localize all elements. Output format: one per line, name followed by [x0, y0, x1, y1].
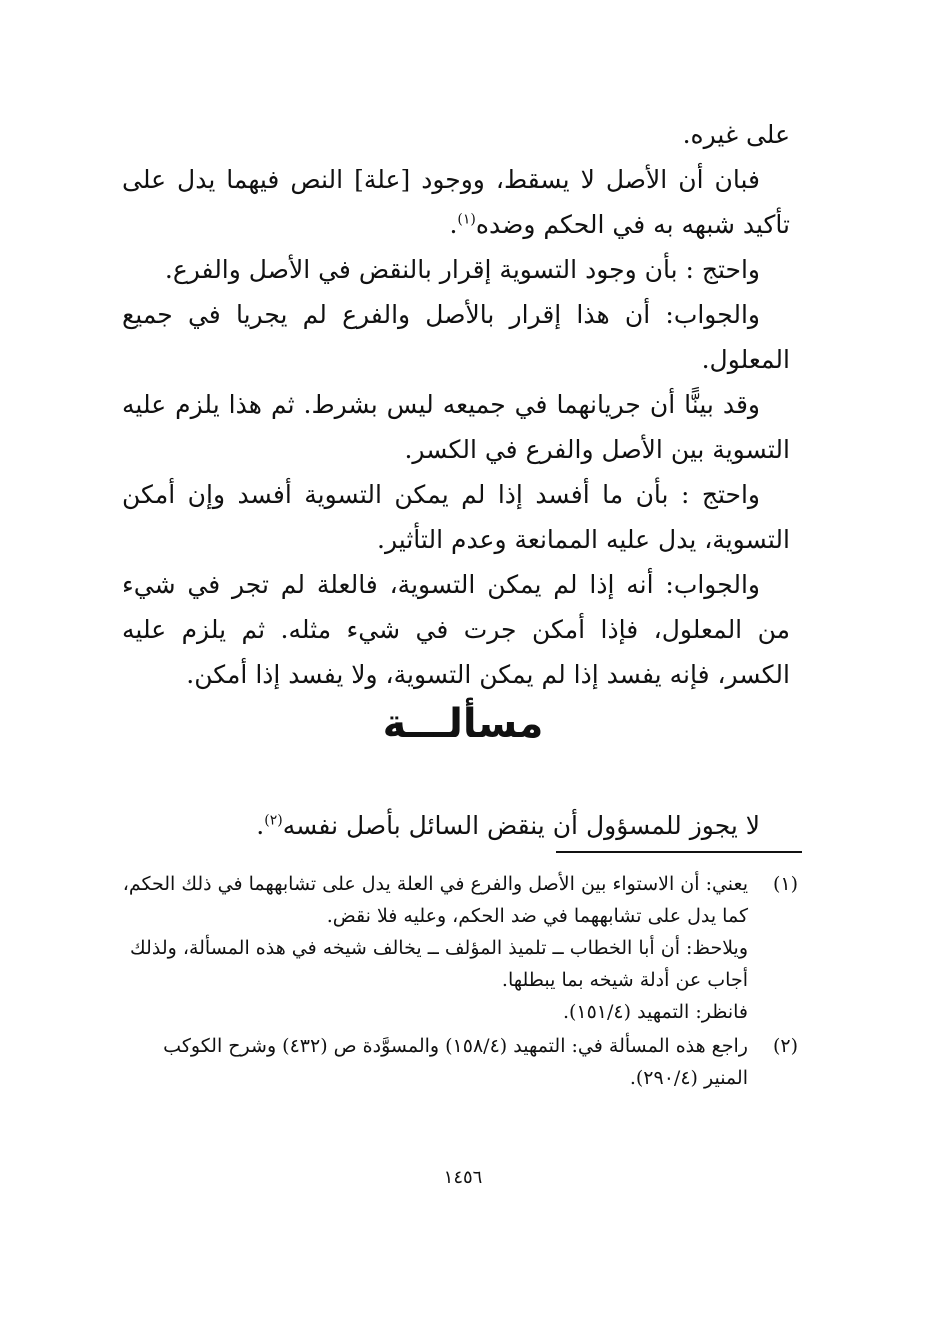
footnote-2-line: راجع هذه المسألة في: التمهيد (١٥٨/٤) والمسوَّدة ص (٤٣٢) وشرح الكوكب	[163, 1035, 748, 1057]
paragraph-3: واحتج : بأن وجود التسوية إقرار بالنقض في الأصل والفرع.	[164, 255, 760, 284]
paragraph-1: على غيره.	[682, 120, 790, 149]
paragraph-6: واحتج : بأن ما أفسد إذا لم يمكن التسوية أفسد وإن أمكن التسوية، يدل عليه الممانعة وعدم التأثير.	[122, 480, 790, 554]
footnote-2-line: المنير (٢٩٠/٤).	[629, 1067, 748, 1089]
footnote-2-number: (٢)	[772, 1035, 798, 1057]
footnote-1-line: كما يدل على تشابههما في ضد الحكم، وعليه فلا نقض.	[326, 905, 748, 927]
paragraph-4: والجواب: أن هذا إقرار بالأصل والفرع لم يجريا في جميع المعلول.	[122, 300, 790, 374]
footnote-1	[122, 868, 802, 1028]
section-heading: مسألـــة	[382, 701, 544, 747]
footnote-1-number: (١)	[772, 873, 798, 895]
issue-statement-text: لا يجوز للمسؤول أن ينقض السائل بأصل نفسه	[282, 811, 760, 840]
footnote-ref-1: (١)	[457, 211, 476, 228]
issue-statement-end: .	[256, 811, 265, 840]
footnote-1-line: يعني: أن الاستواء بين الأصل والفرع في العلة يدل على تشابههما في ذلك الحكم،	[122, 873, 748, 895]
paragraph-2	[122, 157, 790, 247]
footnote-2	[122, 1030, 802, 1094]
paragraph-2-end: .	[449, 210, 458, 239]
footnote-ref-2: (٢)	[264, 812, 283, 829]
footnote-1-line: أجاب عن أدلة شيخه بما يبطلها.	[501, 969, 748, 991]
paragraph-5: وقد بينًّا أن جريانهما في جميعه ليس بشرط. ثم هذا يلزم عليه التسوية بين الأصل والفرع في الكسر.	[122, 390, 790, 464]
footnotes	[122, 868, 802, 1096]
footnote-1-line: ويلاحظ: أن أبا الخطاب ــ تلميذ المؤلف ــ يخالف شيخه في هذه المسألة، ولذلك	[130, 937, 748, 959]
issue-statement	[122, 803, 790, 848]
page-number: ١٤٥٦	[443, 1167, 483, 1188]
footnote-1-line: فانظر: التمهيد (١٥١/٤).	[562, 1001, 748, 1023]
paragraph-7: والجواب: أنه إذا لم يمكن التسوية، فالعلة لم تجر في شيء من المعلول، فإذا أمكن جرت في شيء مثله. ثم يلزم عليه الكسر، فإنه يفسد إذا لم يمكن التسوية، ولا يفسد إذا أمكن.	[122, 570, 790, 689]
paragraph-2-text: فبان أن الأصل لا يسقط، ووجود [علة] النص فيهما يدل على تأكيد شبهه به في الحكم وضده	[122, 165, 790, 239]
footnote-separator	[556, 851, 802, 853]
main-text	[122, 112, 790, 697]
